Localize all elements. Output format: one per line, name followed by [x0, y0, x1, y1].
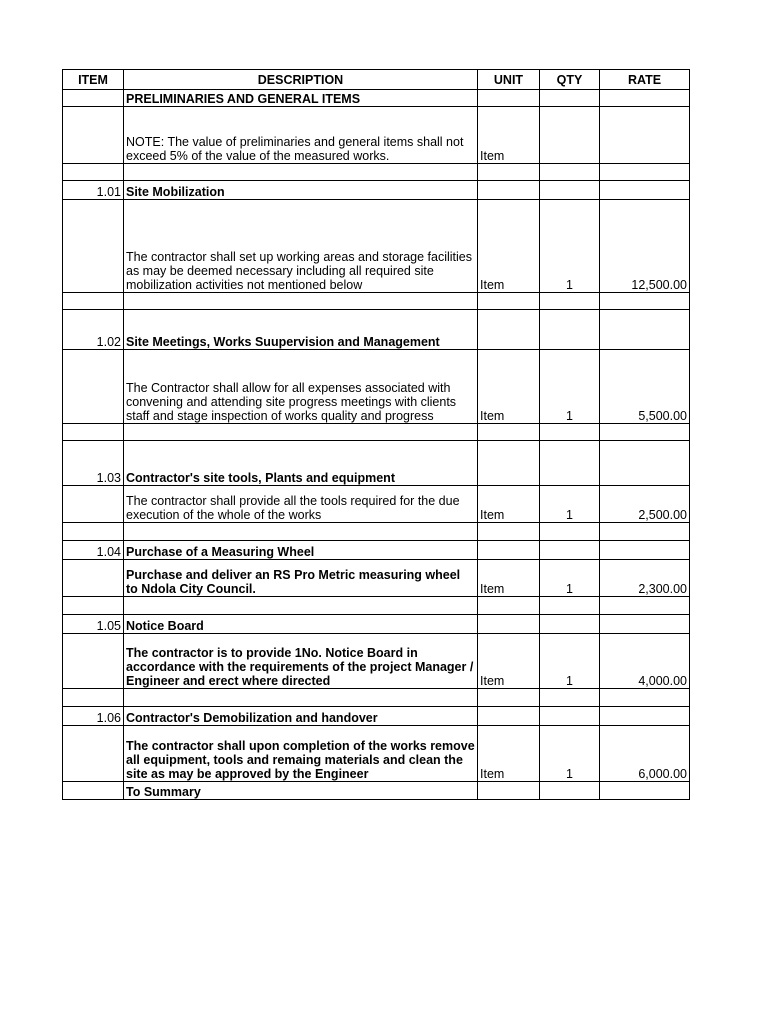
note-row [63, 107, 690, 164]
section-title: PRELIMINARIES AND GENERAL ITEMS [124, 90, 478, 107]
item-description: Purchase and deliver an RS Pro Metric measuring wheel to Ndola City Council. [124, 560, 478, 597]
item-number: 1.01 [63, 181, 124, 200]
item-description-row [63, 560, 690, 597]
section-title-row [63, 90, 690, 107]
item-title-row [63, 707, 690, 726]
spacer-row [63, 523, 690, 541]
item-rate: 2,300.00 [600, 560, 690, 597]
item-title-row [63, 181, 690, 200]
item-number: 1.06 [63, 707, 124, 726]
item-title-row [63, 441, 690, 486]
note-unit: Item [478, 107, 540, 164]
spacer-row [63, 424, 690, 441]
item-qty: 1 [540, 560, 600, 597]
item-qty: 1 [540, 200, 600, 293]
spacer-row [63, 164, 690, 181]
item-title: Contractor's Demobilization and handover [124, 707, 478, 726]
item-rate: 4,000.00 [600, 634, 690, 689]
item-rate: 12,500.00 [600, 200, 690, 293]
header-rate: RATE [600, 70, 690, 90]
item-description: The contractor is to provide 1No. Notice Board in accordance with the requirements of the project Manager / Engineer and erect where directed [124, 634, 478, 689]
footer-row [63, 782, 690, 800]
item-qty: 1 [540, 486, 600, 523]
item-rate: 5,500.00 [600, 350, 690, 424]
spacer-row [63, 293, 690, 310]
item-qty: 1 [540, 350, 600, 424]
item-description: The Contractor shall allow for all expenses associated with convening and attending site progress meetings with clients staff and stage inspection of works quality and progress [124, 350, 478, 424]
item-title: Site Mobilization [124, 181, 478, 200]
item-unit: Item [478, 560, 540, 597]
item-unit: Item [478, 486, 540, 523]
item-title-row [63, 310, 690, 350]
item-description: The contractor shall set up working areas and storage facilities as may be deemed necessary including all required site mobilization activities not mentioned below [124, 200, 478, 293]
item-qty: 1 [540, 634, 600, 689]
item-description: The contractor shall upon completion of the works remove all equipment, tools and remaing materials and clean the site as may be approved by the Engineer [124, 726, 478, 782]
item-rate: 6,000.00 [600, 726, 690, 782]
item-description-row [63, 726, 690, 782]
item-unit: Item [478, 634, 540, 689]
header-unit: UNIT [478, 70, 540, 90]
item-description-row [63, 200, 690, 293]
item-qty: 1 [540, 726, 600, 782]
note-text: NOTE: The value of preliminaries and general items shall not exceed 5% of the value of the measured works. [124, 107, 478, 164]
item-description-row [63, 350, 690, 424]
bill-of-quantities-table [62, 69, 690, 800]
item-description-row [63, 634, 690, 689]
item-number: 1.02 [63, 310, 124, 350]
item-rate: 2,500.00 [600, 486, 690, 523]
header-item: ITEM [63, 70, 124, 90]
item-unit: Item [478, 726, 540, 782]
item-number: 1.04 [63, 541, 124, 560]
item-number: 1.05 [63, 615, 124, 634]
item-title-row [63, 615, 690, 634]
item-description: The contractor shall provide all the tools required for the due execution of the whole of the works [124, 486, 478, 523]
item-title: Notice Board [124, 615, 478, 634]
item-title-row [63, 541, 690, 560]
header-row [63, 70, 690, 90]
spacer-row [63, 689, 690, 707]
item-unit: Item [478, 200, 540, 293]
spacer-row [63, 597, 690, 615]
item-title: Purchase of a Measuring Wheel [124, 541, 478, 560]
item-unit: Item [478, 350, 540, 424]
header-description: DESCRIPTION [124, 70, 478, 90]
item-number: 1.03 [63, 441, 124, 486]
header-qty: QTY [540, 70, 600, 90]
to-summary-label: To Summary [124, 782, 478, 800]
item-description-row [63, 486, 690, 523]
item-title: Site Meetings, Works Suupervision and Management [124, 310, 478, 350]
item-title: Contractor's site tools, Plants and equipment [124, 441, 478, 486]
